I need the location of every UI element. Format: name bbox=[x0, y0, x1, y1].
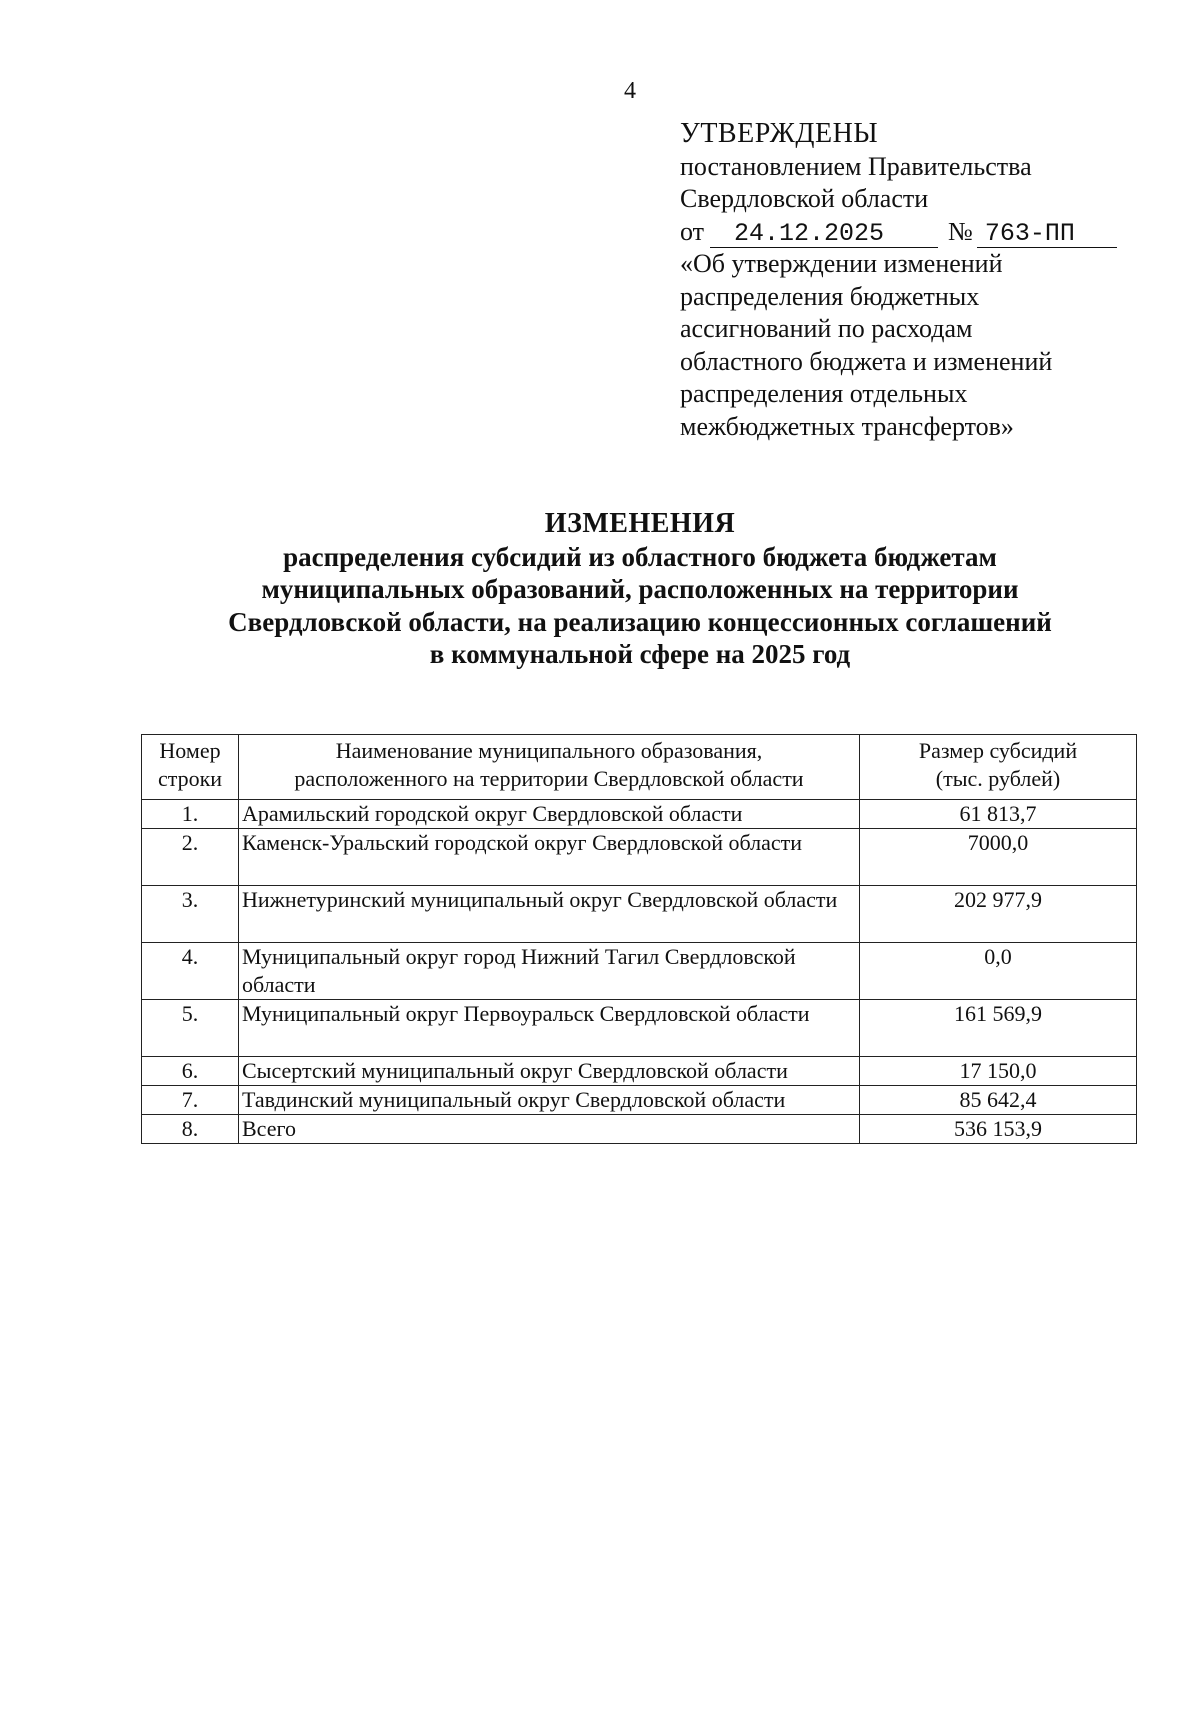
row-number: 8. bbox=[142, 1115, 239, 1144]
row-number: 3. bbox=[142, 886, 239, 943]
table-header-row bbox=[142, 735, 1137, 800]
header-number bbox=[142, 735, 239, 800]
table-row bbox=[142, 829, 1137, 886]
row-value: 202 977,9 bbox=[860, 886, 1137, 943]
title-line: Свердловской области, на реализацию концессионных соглашений bbox=[228, 606, 1052, 637]
row-value: 17 150,0 bbox=[860, 1057, 1137, 1086]
row-name: Сысертский муниципальный округ Свердловской области bbox=[239, 1057, 860, 1086]
header-text: расположенного на территории Свердловской области bbox=[294, 766, 804, 791]
quote-line: областного бюджета и изменений bbox=[680, 346, 1053, 376]
row-value: 61 813,7 bbox=[860, 800, 1137, 829]
approval-line-2: Свердловской области bbox=[680, 184, 929, 213]
header-amount bbox=[860, 735, 1137, 800]
row-name: Тавдинский муниципальный округ Свердловской области bbox=[239, 1086, 860, 1115]
table-row bbox=[142, 800, 1137, 829]
row-name: Нижнетуринский муниципальный округ Свердловской области bbox=[239, 886, 860, 943]
table-row bbox=[142, 943, 1137, 1000]
quote-line: распределения бюджетных bbox=[680, 281, 980, 311]
header-text: строки bbox=[157, 766, 223, 791]
row-number: 7. bbox=[142, 1086, 239, 1115]
header-name bbox=[239, 735, 860, 800]
row-value: 7000,0 bbox=[860, 829, 1137, 886]
title-line: распределения субсидий из областного бюджета бюджетам bbox=[283, 541, 997, 572]
approval-block bbox=[680, 118, 1140, 443]
subsidy-table bbox=[141, 734, 1137, 1144]
row-number: 5. bbox=[142, 1000, 239, 1057]
quote-line: «Об утверждении изменений bbox=[680, 249, 1003, 278]
date-prefix: от bbox=[680, 216, 705, 246]
table-row bbox=[142, 886, 1137, 943]
header-text: Номер bbox=[159, 738, 221, 763]
header-text: Наименование муниципального образования, bbox=[335, 738, 763, 763]
quote-line: межбюджетных трансфертов» bbox=[680, 411, 1014, 441]
row-value: 536 153,9 bbox=[860, 1115, 1137, 1144]
table-row bbox=[142, 1115, 1137, 1144]
title-main: ИЗМЕНЕНИЯ bbox=[544, 508, 736, 539]
header-text: Размер субсидий bbox=[918, 738, 1078, 763]
approval-line-1: постановлением Правительства bbox=[680, 151, 1032, 181]
row-number: 1. bbox=[142, 800, 239, 829]
row-name: Муниципальный округ город Нижний Тагил Свердловской области bbox=[239, 943, 860, 1000]
table-row bbox=[142, 1086, 1137, 1115]
row-value: 0,0 bbox=[860, 943, 1137, 1000]
quote-line: распределения отдельных bbox=[680, 379, 968, 408]
row-name: Всего bbox=[239, 1115, 860, 1144]
row-value: 161 569,9 bbox=[860, 1000, 1137, 1057]
row-value: 85 642,4 bbox=[860, 1086, 1137, 1115]
row-name: Каменск-Уральский городской округ Свердловской области bbox=[239, 829, 860, 886]
row-number: 4. bbox=[142, 943, 239, 1000]
table-row bbox=[142, 1057, 1137, 1086]
quote-line: ассигнований по расходам bbox=[680, 314, 973, 343]
number-sign: № bbox=[948, 216, 973, 246]
header-text: (тыс. рублей) bbox=[935, 766, 1061, 791]
row-name: Муниципальный округ Первоуральск Свердловской области bbox=[239, 1000, 860, 1057]
row-name: Арамильский городской округ Свердловской области bbox=[239, 800, 860, 829]
document-title bbox=[0, 508, 1200, 671]
row-number: 2. bbox=[142, 829, 239, 886]
date-value: 24.12.2025 bbox=[710, 221, 938, 248]
title-line: в коммунальной сфере на 2025 год bbox=[429, 639, 851, 669]
approval-heading: УТВЕРЖДЕНЫ bbox=[680, 118, 879, 149]
row-number: 6. bbox=[142, 1057, 239, 1086]
title-line: муниципальных образований, расположенных на территории bbox=[261, 574, 1019, 604]
table-row bbox=[142, 1000, 1137, 1057]
number-value: 763-ПП bbox=[977, 221, 1117, 248]
approval-date-line bbox=[680, 216, 1140, 249]
page-number: 4 bbox=[624, 78, 636, 104]
